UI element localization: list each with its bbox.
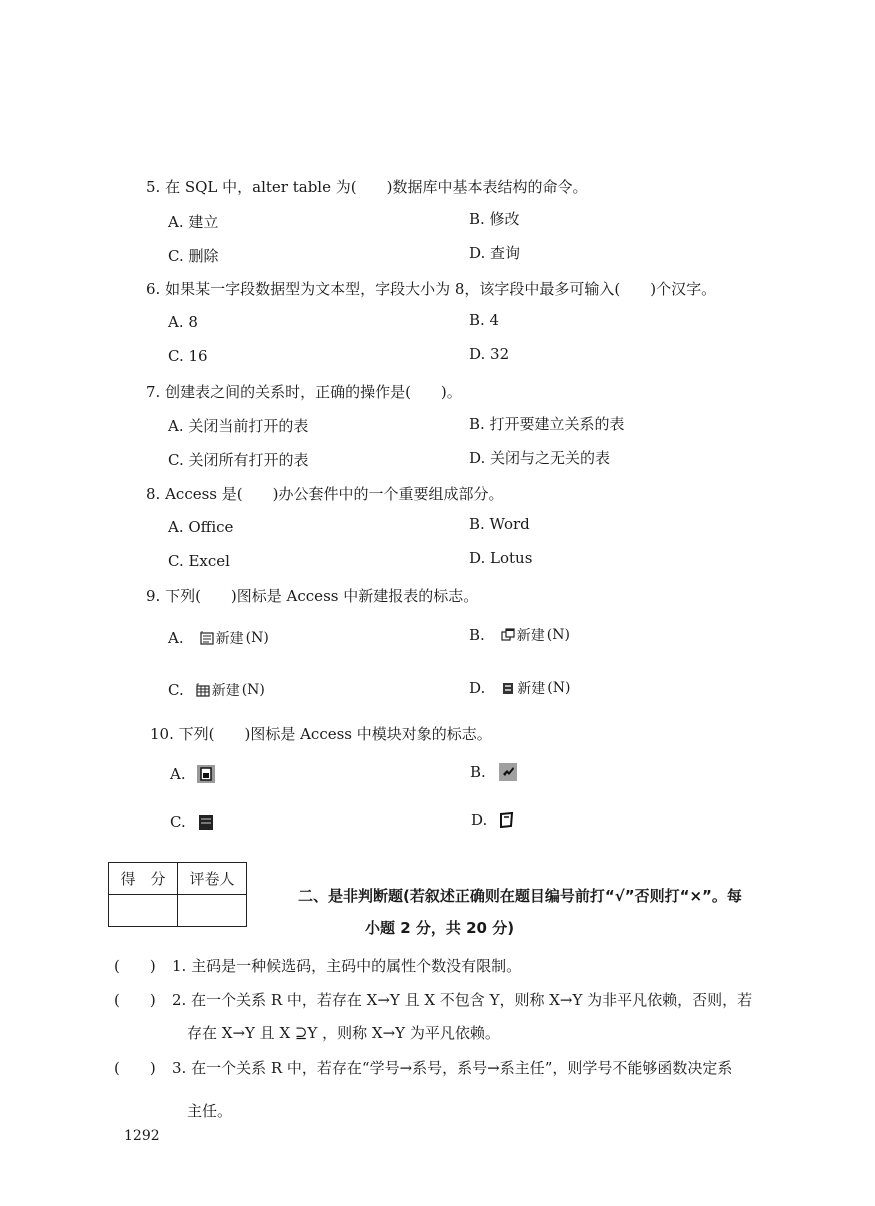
question-8-option-b: B. Word <box>469 515 530 533</box>
question-7-option-a: A. 关闭当前打开的表 <box>168 417 309 435</box>
question-9-option-c <box>168 680 265 700</box>
table-icon <box>196 683 210 697</box>
judgment-2-text-line1: 2. 在一个关系 R 中，若存在 X→Y 且 X 不包含 Y，则称 X→Y 为非平凡依赖，否则，若 <box>172 991 753 1009</box>
question-7-option-b: B. 打开要建立关系的表 <box>469 415 625 433</box>
grader-cell[interactable] <box>178 895 247 927</box>
table-object-icon <box>196 812 216 832</box>
judgment-3-paren[interactable]: ( ) <box>114 1059 156 1077</box>
option-letter: D. <box>469 679 486 697</box>
question-8-stem: 8. Access 是( )办公套件中的一个重要组成部分。 <box>146 485 504 503</box>
judgment-1-text: 1. 主码是一种候选码，主码中的属性个数没有限制。 <box>172 957 522 975</box>
question-5-option-d: D. 查询 <box>469 244 521 262</box>
new-button-label: 新建 <box>517 681 546 697</box>
option-letter: A. <box>170 765 186 783</box>
question-9-option-d <box>469 678 570 698</box>
question-5-stem: 5. 在 SQL 中，alter table 为( )数据库中基本表结构的命令。 <box>146 178 588 196</box>
score-header: 得 分 <box>109 863 178 895</box>
option-letter: A. <box>168 629 184 647</box>
question-9-stem: 9. 下列( )图标是 Access 中新建报表的标志。 <box>146 587 479 605</box>
new-table-button-icon <box>196 680 265 700</box>
section-2-title-line1: 二、是非判断题(若叙述正确则在题目编号前打“√”否则打“×”。每 <box>298 887 742 905</box>
question-7-option-c: C. 关闭所有打开的表 <box>168 451 309 469</box>
question-10-stem: 10. 下列( )图标是 Access 中模块对象的标志。 <box>150 725 492 743</box>
question-10-option-d <box>471 810 517 830</box>
judgment-2-text-line2: 存在 X→Y 且 X ⊇Y ，则称 X→Y 为平凡依赖。 <box>187 1024 500 1042</box>
question-6-option-b: B. 4 <box>469 311 500 329</box>
option-letter: C. <box>168 681 184 699</box>
new-button-label: 新建 <box>211 683 240 699</box>
question-7-option-d: D. 关闭与之无关的表 <box>469 449 611 467</box>
report-icon <box>200 631 214 645</box>
question-7-stem: 7. 创建表之间的关系时，正确的操作是( )。 <box>146 383 462 401</box>
form-icon <box>501 628 515 642</box>
option-letter: B. <box>470 763 486 781</box>
question-8-option-d: D. Lotus <box>469 549 533 567</box>
question-10-option-a <box>170 764 216 784</box>
question-6-option-c: C. 16 <box>168 347 208 365</box>
module-icon <box>498 762 518 782</box>
question-5-option-a: A. 建立 <box>168 213 219 231</box>
question-5-option-c: C. 删除 <box>168 247 219 265</box>
new-report-button-icon <box>200 628 269 648</box>
new-button-hotkey: (N) <box>245 630 269 646</box>
new-query-button-icon <box>501 678 570 698</box>
question-8-option-c: C. Excel <box>168 552 230 570</box>
judgment-3-text-line2: 主任。 <box>187 1102 233 1120</box>
judgment-2-paren[interactable]: ( ) <box>114 991 156 1009</box>
section-2-title-line2: 小题 2 分，共 20 分) <box>365 919 515 937</box>
new-button-label: 新建 <box>516 628 545 644</box>
score-cell[interactable] <box>109 895 178 927</box>
macro-icon <box>196 764 216 784</box>
judgment-1-paren[interactable]: ( ) <box>114 957 156 975</box>
page-object-icon <box>497 810 517 830</box>
page-number: 1292 <box>124 1128 160 1144</box>
new-button-hotkey: (N) <box>241 682 265 698</box>
question-6-option-a: A. 8 <box>168 313 198 331</box>
option-letter: C. <box>170 813 186 831</box>
question-5-option-b: B. 修改 <box>469 210 520 228</box>
question-6-option-d: D. 32 <box>469 345 510 363</box>
question-10-option-b <box>470 762 518 782</box>
question-8-option-a: A. Office <box>168 518 234 536</box>
new-form-button-icon <box>501 625 570 645</box>
question-9-option-b <box>469 625 570 645</box>
new-button-hotkey: (N) <box>546 627 570 643</box>
option-letter: B. <box>469 626 485 644</box>
score-box <box>108 862 247 927</box>
new-button-hotkey: (N) <box>547 680 571 696</box>
grader-header: 评卷人 <box>178 863 247 895</box>
question-10-option-c <box>170 812 216 832</box>
judgment-3-text-line1: 3. 在一个关系 R 中，若存在“学号→系号，系号→系主任”，则学号不能够函数决定系 <box>172 1059 733 1077</box>
question-6-stem: 6. 如果某一字段数据型为文本型，字段大小为 8，该字段中最多可输入( )个汉字。 <box>146 280 717 298</box>
new-button-label: 新建 <box>215 631 244 647</box>
query-icon <box>501 681 515 695</box>
option-letter: D. <box>471 811 488 829</box>
question-9-option-a <box>168 628 269 648</box>
